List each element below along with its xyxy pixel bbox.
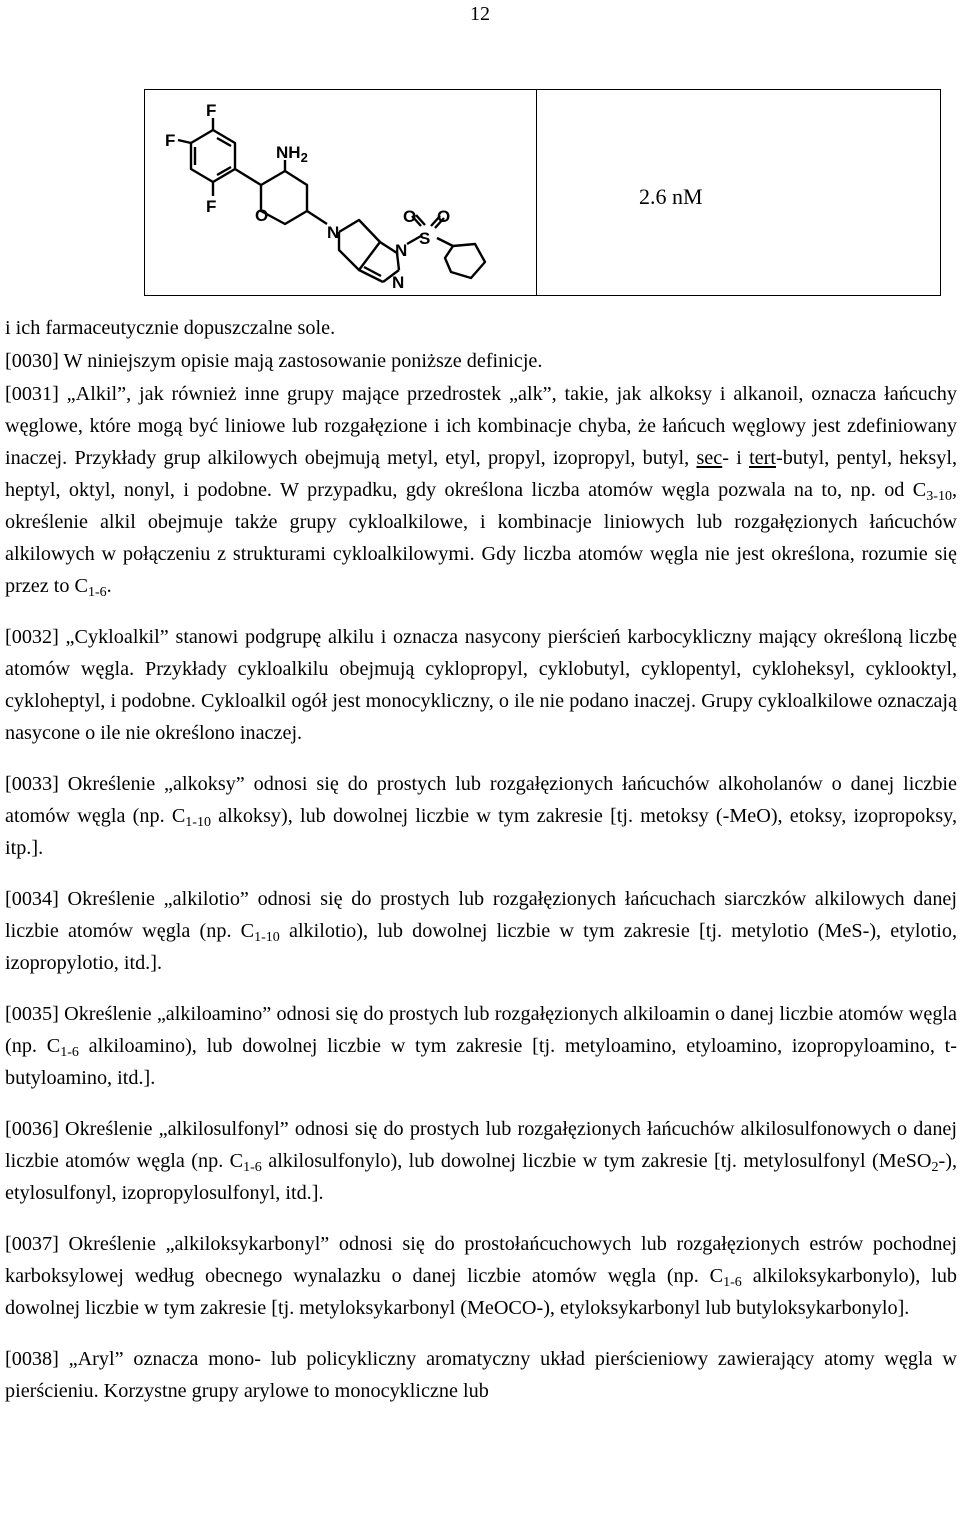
paragraph-0033 [5,768,957,864]
atom-s: S [419,229,431,248]
paragraph-0032: [0032] „Cykloalkil” stanowi podgrupę alkilu i oznacza nasycony pierścień karbocykliczny mający określoną liczbę atomów węgla. Przykłady cykloalkilu obejmują cyklopropyl, cyklobutyl, cyklopentyl, cykloheksyl, cyklooktyl, cykloheptyl, i podobne. Cykloalkil ogół jest monocykliczny, o ile nie podano inaczej. Grupy cykloalkilowe oznaczają nasycone o ile nie określono inaczej. [5,626,957,744]
subscript: 1-10 [254,930,280,945]
atom-f: F [206,101,217,120]
subscript: 1-6 [60,1045,79,1060]
atom-nh2 [276,143,308,165]
atom-f: F [165,131,176,150]
subscript: 1-6 [87,585,107,600]
page-number: 12 [470,3,490,25]
subscript: 2 [931,1160,939,1175]
chemical-structure-drawing [145,90,536,295]
underlined-term: sec [696,447,723,469]
subscript: 1-6 [243,1160,262,1175]
atom-n: N [327,223,340,242]
paragraph-0038: [0038] „Aryl” oznacza mono- lub policykliczny aromatyczny układ pierścieniowy zawierający atomy węgla w pierścieniu. Korzystne grupy arylowe to monocykliczne lub [5,1348,957,1402]
underlined-term: tert [749,447,776,469]
paragraph-0031 [5,378,957,602]
atom-nh-subscript: 2 [300,150,308,165]
atom-n: N [392,273,405,292]
text-segment: [0033] Określenie „alkoksy” odnosi się do prostych lub rozgałęzionych łańcuchów alkoholanów o danej liczbie atomów węgla (np. C [5,773,957,827]
text-segment: -butyl, pentyl, heksyl, heptyl, oktyl, nonyl, i podobne. W przypadku, gdy określona liczba atomów węgla pozwala na to, np. od C [5,447,957,501]
text-body [5,312,957,1407]
atom-o: O [437,207,451,226]
text-segment: -), etylosulfonyl, izopropylosulfonyl, itd.]. [5,1150,957,1204]
paragraph-0035 [5,998,957,1094]
chemical-structure [145,90,536,295]
benzene-ring [191,130,235,182]
paragraph-0030: [0030] W niniejszym opisie mają zastosowanie poniższe definicje. [5,350,543,372]
text-segment: [0031] „Alkil”, jak również inne grupy mające przedrostek „alk”, takie, jak alkoksy i alkanoil, oznacza łańcuchy węglowe, które mogą być liniowe lub rozgałęzione i ich kombinacje chyba, że łańcuch węglowy jest zdefiniowany inaczej. Przykłady grup alkilowych obejmują metyl, etyl, propyl, izopropyl, butyl, [5,383,957,469]
subscript: 1-10 [185,815,211,830]
text-segment: . [106,575,112,597]
atom-f: F [206,197,217,216]
paragraph-0036 [5,1113,957,1209]
text-segment: - i [722,447,750,469]
atom-n: N [395,241,408,260]
text-segment: [0036] Określenie „alkilosulfonyl” odnosi się do prostych lub rozgałęzionych łańcuchów alkilosulfonowych o danej liczbie atomów węgla (np. C [5,1118,957,1172]
table-divider [536,90,537,295]
paragraph-0034 [5,883,957,979]
paragraph-intro: i ich farmaceutycznie dopuszczalne sole. [5,317,336,339]
atom-o: O [403,207,417,226]
text-segment: [0035] Określenie „alkiloamino” odnosi się do prostych lub rozgałęzionych alkiloamin o danej liczbie atomów węgla (np. C [5,1003,957,1057]
text-segment: [0037] Określenie „alkiloksykarbonyl” odnosi się do prostołańcuchowych lub rozgałęzionych estrów pochodnej karboksylowej według obecnego wynalazku o danej liczbie atomów węgla (np. C [5,1233,957,1287]
atom-o: O [255,206,269,225]
compound-table [144,89,941,296]
text-segment: alkoksy), lub dowolnej liczbie w tym zakresie [tj. metoksy (-MeO), etoksy, izopropoksy, itp.]. [5,805,957,859]
cyclopentyl-ring [445,244,485,278]
text-segment: , określenie alkil obejmuje także grupy cykloalkilowe, i kombinacje liniowych lub rozgałęzionych łańcuchów alkilowych w połączeniu z strukturami cykloalkilowymi. Gdy liczba atomów węgla nie jest określona, rozumie się przez to C [5,479,957,597]
text-segment: alkiloksykarbonylo), lub dowolnej liczbie w tym zakresie [tj. metyloksykarbonyl (MeOCO-), etyloksykarbonyl lub butyloksykarbonylo]. [5,1265,958,1319]
atom-nh-label: NH [276,143,301,162]
text-segment: alkilosulfonylo), lub dowolnej liczbie w tym zakresie [tj. metylosulfonyl (MeSO [261,1150,932,1172]
subscript: 3-10 [926,489,952,504]
activity-value: 2.6 nM [639,184,703,209]
subscript: 1-6 [723,1275,742,1290]
paragraph-0037 [5,1228,957,1324]
pyrrolidine-ring [339,220,380,270]
text-segment: alkilotio), lub dowolnej liczbie w tym zakresie [tj. metylotio (MeS-), etylotio, izopropylotio, itd.]. [5,920,957,974]
text-segment: alkiloamino), lub dowolnej liczbie w tym zakresie [tj. metyloamino, etyloamino, izopropyloamino, t-butyloamino, itd.]. [5,1035,957,1089]
text-segment: [0034] Określenie „alkilotio” odnosi się do prostych lub rozgałęzionych łańcuchach siarczków alkilowych danej liczbie atomów węgla (np. C [5,888,957,942]
